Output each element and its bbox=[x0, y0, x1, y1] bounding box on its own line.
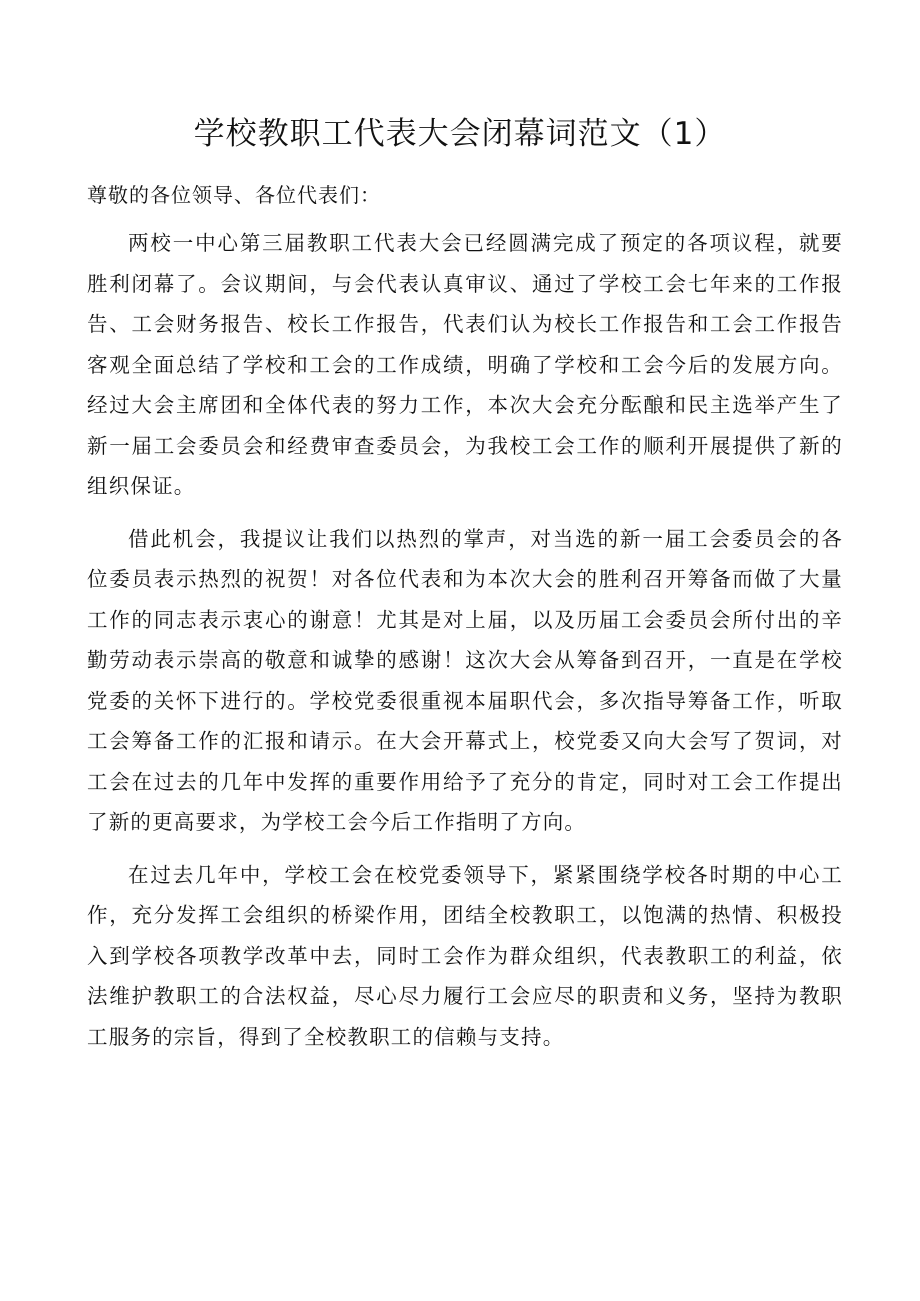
document-body bbox=[87, 223, 843, 1069]
paragraph-2: 借此机会，我提议让我们以热烈的掌声，对当选的新一届工会委员会的各位委员表示热烈的祝贺！对各位代表和为本次大会的胜利召开筹备而做了大量工作的同志表示衷心的谢意！尤其是对上届，以及历届工会委员会所付出的辛勤劳动表示崇高的敬意和诚挚的感谢！这次大会从筹备到召开，一直是在学校党委的关怀下进行的。学校党委很重视本届职代会，多次指导筹备工作，听取工会筹备工作的汇报和请示。在大会开幕式上，校党委又向大会写了贺词，对工会在过去的几年中发挥的重要作用给予了充分的肯定，同时对工会工作提出了新的更高要求，为学校工会今后工作指明了方向。 bbox=[87, 526, 843, 834]
salutation: 尊敬的各位领导、各位代表们： bbox=[87, 183, 381, 207]
paragraph-3: 在过去几年中，学校工会在校党委领导下，紧紧围绕学校各时期的中心工作，充分发挥工会组织的桥梁作用，团结全校教职工，以饱满的热情、积极投入到学校各项教学改革中去，同时工会作为群众组织，代表教职工的利益，依法维护教职工的合法权益，尽心尽力履行工会应尽的职责和义务，坚持为教职工服务的宗旨，得到了全校教职工的信赖与支持。 bbox=[87, 862, 843, 1049]
paragraph-1: 两校一中心第三届教职工代表大会已经圆满完成了预定的各项议程，就要胜利闭幕了。会议期间，与会代表认真审议、通过了学校工会七年来的工作报告、工会财务报告、校长工作报告，代表们认为校长工作报告和工会工作报告客观全面总结了学校和工会的工作成绩，明确了学校和工会今后的发展方向。经过大会主席团和全体代表的努力工作，本次大会充分酝酿和民主选举产生了新一届工会委员会和经费审查委员会，为我校工会工作的顺利开展提供了新的组织保证。 bbox=[87, 231, 843, 498]
document-title: 学校教职工代表大会闭幕词范文（1） bbox=[193, 116, 727, 152]
